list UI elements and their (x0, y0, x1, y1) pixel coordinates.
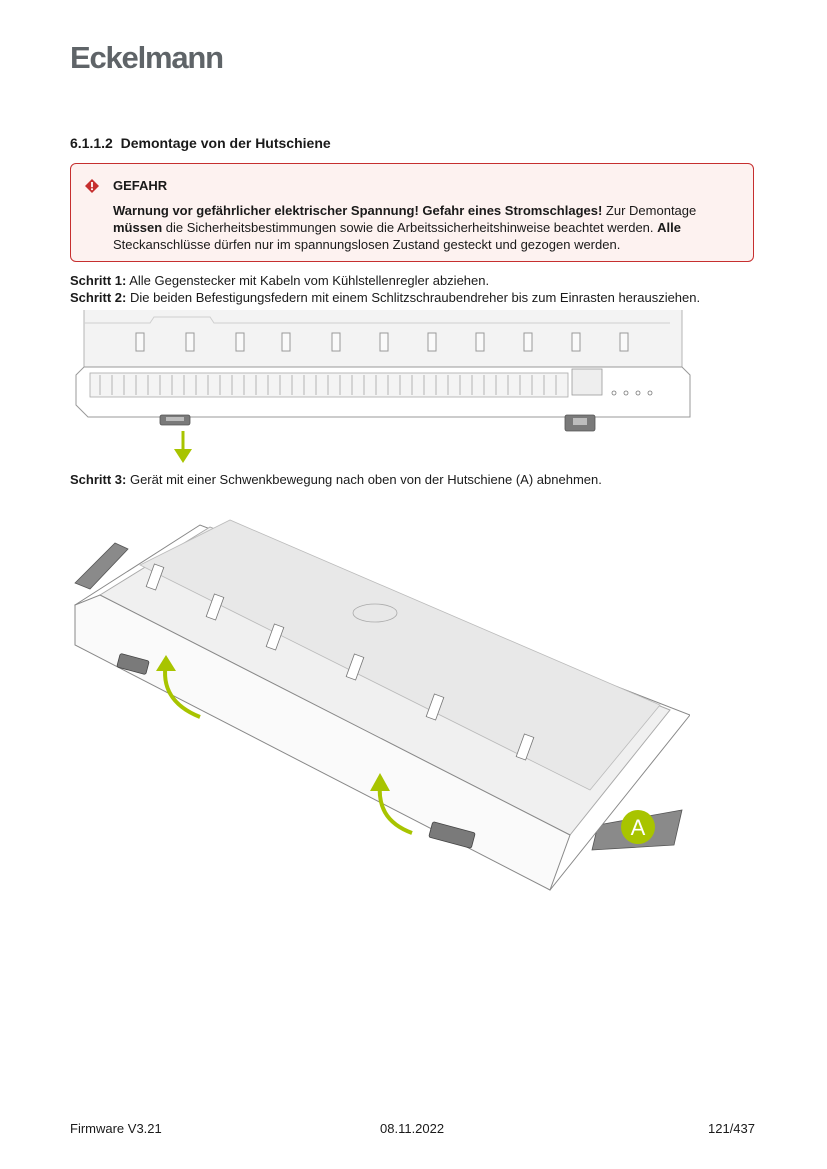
step-3-text: Gerät mit einer Schwenkbewegung nach oben von der Hutschiene (A) abnehmen. (126, 472, 602, 487)
danger-all-bold: Alle (657, 220, 681, 235)
rail-marker-a: A (630, 815, 646, 840)
danger-text-part2: die Sicherheitsbestimmungen sowie die Arbeitssicherheitshinweise beachtet werden. (162, 220, 658, 235)
step-2 (70, 290, 700, 305)
footer-date: 08.11.2022 (380, 1121, 445, 1136)
section-heading (70, 135, 331, 151)
warning-diamond-icon (85, 179, 99, 193)
step-2-label: Schritt 2: (70, 290, 127, 305)
device-front-view-illustration (70, 305, 700, 470)
danger-must-bold: müssen (113, 220, 163, 235)
device-removal-illustration (70, 505, 690, 900)
step-3 (70, 472, 602, 487)
danger-notice (70, 163, 754, 262)
step-1-text: Alle Gegenstecker mit Kabeln vom Kühlstellenregler abziehen. (126, 273, 490, 288)
section-number: 6.1.1.2 (70, 135, 113, 151)
step-2-text: Die beiden Befestigungsfedern mit einem Schlitzschraubendreher bis zum Einrasten herausziehen. (126, 290, 701, 305)
step-1-label: Schritt 1: (70, 273, 127, 288)
danger-text (113, 202, 743, 253)
danger-text-part3: Steckanschlüsse dürfen nur im spannungslosen Zustand gesteckt und gezogen werden. (113, 237, 621, 252)
step-1 (70, 273, 489, 288)
section-title: Demontage von der Hutschiene (120, 135, 331, 151)
step-3-label: Schritt 3: (70, 472, 127, 487)
company-logo: Eckelmann (70, 40, 223, 75)
danger-title: GEFAHR (113, 178, 168, 193)
footer-page-number: 121/437 (708, 1121, 755, 1136)
danger-warning-bold: Warnung vor gefährlicher elektrischer Spannung! Gefahr eines Stromschlages! (113, 203, 603, 218)
footer-firmware: Firmware V3.21 (70, 1121, 162, 1136)
danger-text-part1: Zur Demontage (602, 203, 697, 218)
